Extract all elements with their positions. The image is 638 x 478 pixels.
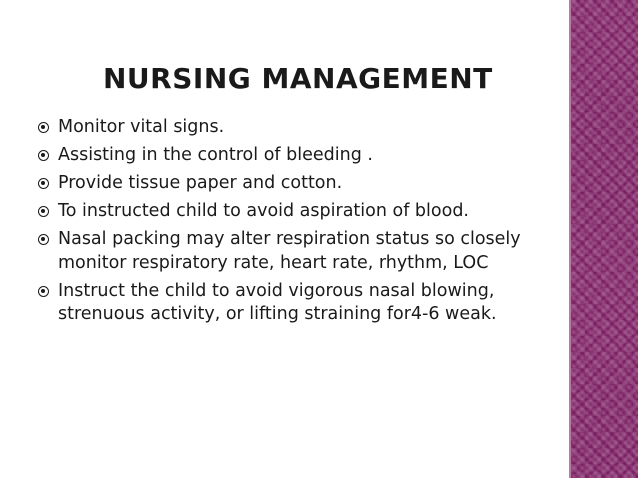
bullet-item [38, 228, 558, 275]
bullet-item [38, 200, 558, 224]
bullet-text: Nasal packing may alter respiration status so closely monitor respiratory rate, heart rate, rhythm, LOC [58, 229, 521, 273]
bullet-text: Instruct the child to avoid vigorous nasal blowing, strenuous activity, or lifting straining for4-6 weak. [58, 280, 497, 324]
bullet-list [38, 116, 558, 331]
bullet-icon [38, 234, 49, 245]
decorative-side-band [569, 0, 638, 478]
bullet-item [38, 172, 558, 196]
bullet-icon [38, 286, 49, 297]
bullet-icon [38, 122, 49, 133]
bullet-icon [38, 206, 49, 217]
bullet-item [38, 280, 558, 327]
bullet-text: To instructed child to avoid aspiration of blood. [58, 201, 469, 221]
bullet-item [38, 144, 558, 168]
bullet-text: Provide tissue paper and cotton. [58, 173, 343, 193]
bullet-icon [38, 150, 49, 161]
bullet-text: Monitor vital signs. [58, 117, 225, 137]
bullet-item [38, 116, 558, 140]
bullet-icon [38, 178, 49, 189]
slide-title: NURSING MANAGEMENT [103, 62, 493, 95]
bullet-text: Assisting in the control of bleeding . [58, 145, 373, 165]
